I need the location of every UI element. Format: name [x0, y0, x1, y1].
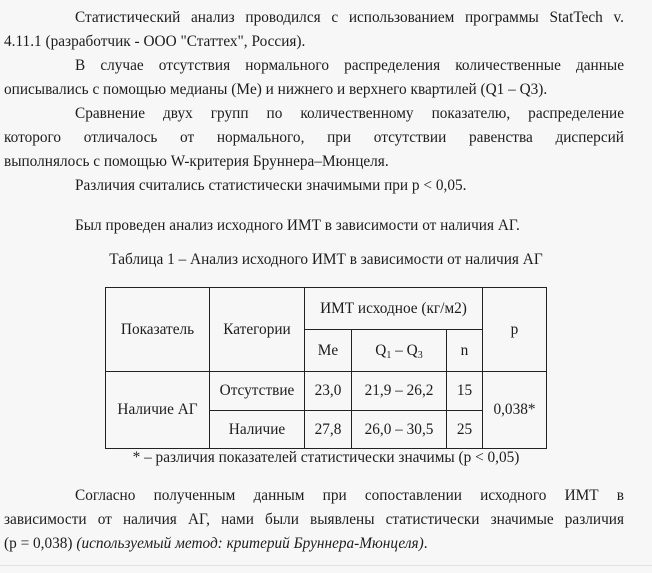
row-category-cell: Наличие: [210, 411, 305, 449]
paragraph-comparison: [4, 102, 624, 126]
paragraph-significance: [4, 174, 624, 198]
paragraph-median-line1: В случае отсутствия нормального распределения количественные данные: [75, 57, 624, 74]
results-table: [105, 287, 547, 449]
row-category-cell: Отсутствие: [210, 372, 305, 411]
paragraph-comparison-line3: выполнялось с помощью W-критерия Бруннера–Мюнцеля.: [4, 153, 389, 170]
header-imt-group: ИМТ исходное (кг/м2): [305, 288, 483, 330]
header-categories: Категории: [210, 288, 305, 372]
paragraph-conclusion-cont: [4, 508, 624, 532]
table-caption: Таблица 1 – Анализ исходного ИМТ в зависимости от наличия АГ: [109, 251, 543, 268]
paragraph-software-line1: Статистический анализ проводился с использованием программы StatTech v.: [75, 9, 624, 26]
p-value-cell: 0,038*: [483, 372, 547, 449]
paragraph-software-cont: [4, 30, 624, 54]
paragraph-median-cont: [4, 78, 624, 102]
table-header-row: [106, 288, 547, 330]
paragraph-comparison-line2: которого отличалось от нормального, при отсутствии равенства дисперсий: [4, 129, 624, 146]
paragraph-median: [4, 54, 624, 78]
paragraph-comparison-end: [4, 150, 624, 174]
paragraph-conclusion-method: (используемый метод: критерий Бруннера-Мюнцеля): [76, 535, 424, 552]
paragraph-software: [4, 6, 624, 30]
table-footnote: * – различия показателей статистически значимы (p < 0,05): [132, 449, 520, 466]
paragraph-software-line2: 4.11.1 (разработчик - ООО "Статтех", Россия).: [4, 33, 306, 50]
paragraph-conclusion-pvalue: (p = 0,038): [4, 535, 77, 552]
paragraph-conclusion-period: .: [423, 535, 428, 552]
subheader-quartiles: $Q_1 - Q_3$: [352, 330, 447, 372]
table-row: [106, 372, 547, 411]
paragraph-comparison-cont: [4, 126, 624, 150]
row-n-cell: 15: [447, 372, 483, 411]
row-quartiles-cell: 26,0 – 30,5: [352, 411, 447, 449]
bottom-divider: [0, 565, 652, 566]
paragraph-analysis-intro: [4, 214, 624, 238]
paragraph-median-line2: описывались с помощью медианы (Me) и нижнего и верхнего квартилей (Q1 – Q3).: [4, 81, 548, 98]
paragraph-conclusion-line1: Согласно полученным данным при сопоставлении исходного ИМТ в: [75, 487, 624, 504]
paragraph-comparison-line1: Сравнение двух групп по количественному показателю, распределение: [75, 105, 624, 122]
paragraph-conclusion-end: [4, 532, 624, 556]
paragraph-conclusion-line2: зависимости от наличия АГ, нами были выявлены статистически значимые различия: [4, 511, 624, 528]
row-me-cell: 23,0: [305, 372, 352, 411]
row-n-cell: 25: [447, 411, 483, 449]
row-quartiles-cell: 21,9 – 26,2: [352, 372, 447, 411]
paragraph-significance-text: Различия считались статистически значимыми при p < 0,05.: [75, 177, 467, 194]
subheader-me: Me: [305, 330, 352, 372]
row-me-cell: 27,8: [305, 411, 352, 449]
paragraph-conclusion: [4, 484, 624, 508]
paragraph-analysis-intro-text: Был проведен анализ исходного ИМТ в зависимости от наличия АГ.: [75, 217, 520, 234]
header-p: p: [483, 288, 547, 372]
subheader-n: n: [447, 330, 483, 372]
header-indicator: Показатель: [106, 288, 210, 372]
row-indicator-cell: Наличие АГ: [106, 372, 210, 449]
